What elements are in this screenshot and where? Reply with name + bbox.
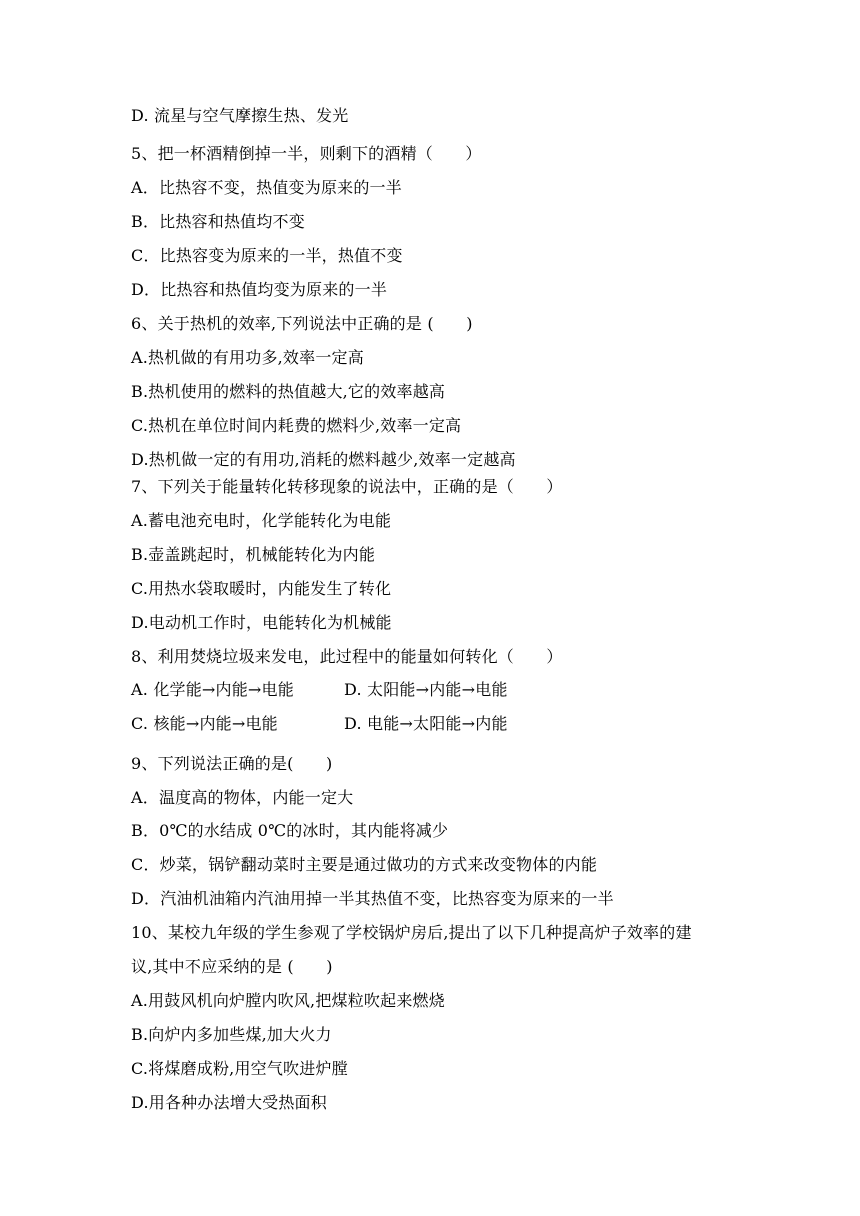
q5-option-c: C．比热容变为原来的一半，热值不变 <box>131 246 403 265</box>
q9-option-d: D．汽油机油箱内汽油用掉一半其热值不变，比热容变为原来的一半 <box>131 889 614 908</box>
q8-option-c: C. 核能→内能→电能 <box>131 714 278 733</box>
q10-option-a: A.用鼓风机向炉膛内吹风,把煤粒吹起来燃烧 <box>131 991 445 1010</box>
q6-option-b: B.热机使用的燃料的热值越大,它的效率越高 <box>131 382 446 401</box>
option-d-meteor: D. 流星与空气摩擦生热、发光 <box>131 106 349 125</box>
q10-option-b: B.向炉内多加些煤,加大火力 <box>131 1025 332 1044</box>
q6-option-d: D.热机做一定的有用功,消耗的燃料越少,效率一定越高 <box>131 450 516 469</box>
question-10-line-1: 10、某校九年级的学生参观了学校锅炉房后,提出了以下几种提高炉子效率的建 <box>131 923 692 942</box>
q5-option-b: B．比热容和热值均不变 <box>131 212 305 231</box>
q7-option-a: A.蓄电池充电时，化学能转化为电能 <box>131 511 392 530</box>
q8-option-a: A. 化学能→内能→电能 <box>131 680 294 699</box>
q6-option-a: A.热机做的有用功多,效率一定高 <box>131 348 364 367</box>
q9-option-b: B．0℃的水结成 0℃的冰时，其内能将减少 <box>131 821 449 840</box>
q10-option-d: D.用各种办法增大受热面积 <box>131 1093 327 1112</box>
question-5: 5、把一杯酒精倒掉一半，则剩下的酒精（ ） <box>131 144 482 163</box>
q5-option-d: D．比热容和热值均变为原来的一半 <box>131 280 388 299</box>
question-7: 7、下列关于能量转化转移现象的说法中，正确的是（ ） <box>131 477 563 496</box>
q10-option-c: C.将煤磨成粉,用空气吹进炉膛 <box>131 1059 348 1078</box>
q8-option-d-electric: D. 电能→太阳能→内能 <box>344 714 508 733</box>
q7-option-b: B.壶盖跳起时，机械能转化为内能 <box>131 545 376 564</box>
q7-option-c: C.用热水袋取暖时，内能发生了转化 <box>131 579 392 598</box>
q7-option-d: D.电动机工作时，电能转化为机械能 <box>131 613 392 632</box>
question-10-line-2: 议,其中不应采纳的是 ( ) <box>131 957 333 976</box>
q8-option-d-solar: D. 太阳能→内能→电能 <box>344 680 508 699</box>
q9-option-c: C．炒菜，锅铲翻动菜时主要是通过做功的方式来改变物体的内能 <box>131 855 598 874</box>
q9-option-a: A．温度高的物体，内能一定大 <box>131 788 354 807</box>
q5-option-a: A．比热容不变，热值变为原来的一半 <box>131 178 402 197</box>
question-6: 6、关于热机的效率,下列说法中正确的是 ( ) <box>131 314 473 333</box>
question-9: 9、下列说法正确的是( ) <box>131 754 333 773</box>
question-8: 8、利用焚烧垃圾来发电，此过程中的能量如何转化（ ） <box>131 647 563 666</box>
q6-option-c: C.热机在单位时间内耗费的燃料少,效率一定高 <box>131 416 462 435</box>
